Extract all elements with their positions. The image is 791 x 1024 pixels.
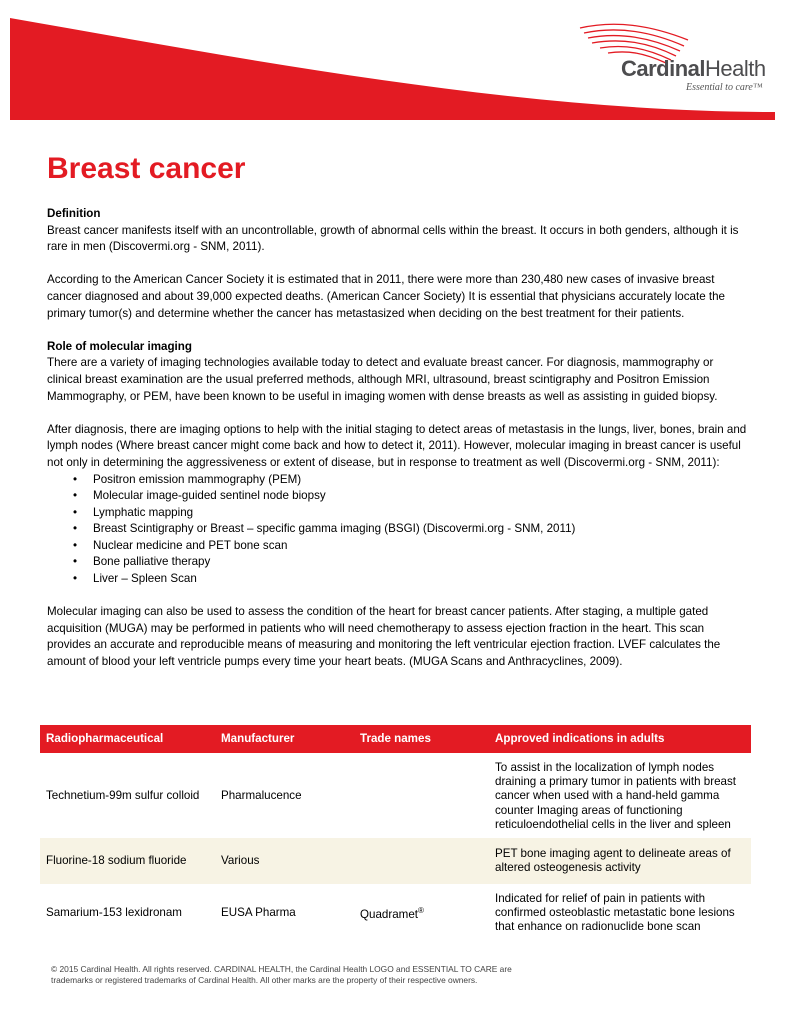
- trade-name: Quadramet: [360, 907, 418, 921]
- brand-name-bold: Cardinal: [621, 56, 706, 81]
- agent-cell: Technetium-99m sulfur colloid: [46, 789, 200, 803]
- manufacturer-cell: Various: [215, 838, 354, 884]
- indication-cell: Indicated for relief of pain in patients with confirmed osteoblastic metastatic bone lesions that enhance on radionuclide bone scan: [495, 891, 735, 934]
- table-row: [40, 753, 751, 838]
- list-item: • Bone palliative therapy: [93, 554, 747, 571]
- trade-name-cell: [354, 753, 489, 838]
- indication-cell: To assist in the localization of lymph nodes draining a primary tumor in patients with breast cancer when used with a hand-held gamma counter Imaging areas of functioning reticuloendothelial cells in the liver and spleen: [495, 760, 737, 831]
- brand-logo: [621, 56, 766, 82]
- role-paragraph-3: Molecular imaging can also be used to assess the condition of the heart for breast cancer patients. After staging, a multiple gated acquisition (MUGA) may be performed in patients who will need chemotherapy to assess ejection fraction in the heart. This scan provides an accurate and reproducible means of measuring and monitoring the left ventricular ejection fraction. LVEF calculates the amount of blood your left ventricle pumps every time your heart beats. (MUGA Scans and Anthracyclines, 2009).: [47, 605, 721, 669]
- role-heading: Role of molecular imaging: [47, 339, 192, 353]
- role-paragraph-1: There are a variety of imaging technologies available today to detect and evaluate breast cancer. For diagnosis, mammography or clinical breast examination are the usual preferred methods, although MRI, ultrasound, breast scintigraphy and Positron Emission Mammography, or PEM, have been known to be useful in imaging women with dense breasts as well as assisting in guided biopsy.: [47, 356, 718, 403]
- header-radiopharmaceutical: Radiopharmaceutical: [40, 725, 215, 753]
- agent-cell: Samarium-153 lexidronam: [46, 905, 182, 919]
- page-title: Breast cancer: [47, 152, 246, 185]
- definition-heading: Definition: [47, 207, 101, 220]
- header-indications: Approved indications in adults: [489, 725, 751, 753]
- trade-name-cell: [354, 838, 489, 884]
- indication-cell: PET bone imaging agent to delineate areas of altered osteogenesis activity: [489, 838, 751, 884]
- list-item: • Liver – Spleen Scan: [93, 571, 747, 588]
- trade-name-cell: [354, 884, 489, 942]
- trademark-symbol: ®: [418, 905, 424, 915]
- imaging-options-list: [47, 472, 747, 588]
- radiopharmaceutical-table: [40, 725, 751, 942]
- header-manufacturer: Manufacturer: [215, 725, 354, 753]
- table-row: [40, 884, 751, 942]
- manufacturer-cell: Pharmalucence: [221, 789, 302, 803]
- definition-paragraph-1: Breast cancer manifests itself with an uncontrollable, growth of abnormal cells within the breast. It occurs in both genders, although it is rare in men (Discovermi.org - SNM, 2011).: [47, 223, 739, 254]
- manufacturer-cell: EUSA Pharma: [221, 905, 296, 919]
- document-body: [47, 206, 747, 687]
- table-row: [40, 838, 751, 884]
- definition-paragraph-2: According to the American Cancer Society it is estimated that in 2011, there were more than 230,480 new cases of invasive breast cancer diagnosed and about 39,000 expected deaths. (American Cancer Society) It is essential that physicians accurately locate the primary tumor(s) and determine whether the cancer has metastasized when deciding on the best treatment for their patients.: [47, 273, 725, 320]
- list-item: • Nuclear medicine and PET bone scan: [93, 538, 747, 555]
- header-trade-names: Trade names: [354, 725, 489, 753]
- list-item: • Lymphatic mapping: [93, 505, 747, 522]
- list-item: • Positron emission mammography (PEM): [93, 472, 747, 489]
- copyright-footer: © 2015 Cardinal Health. All rights reserved. CARDINAL HEALTH, the Cardinal Health LOGO and ESSENTIAL TO CARE are trademarks or registered trademarks of Cardinal Health. All other marks are the property of their respective owners.: [51, 964, 512, 985]
- role-paragraph-2: After diagnosis, there are imaging options to help with the initial staging to detect areas of metastasis in the lungs, liver, bones, brain and lymph nodes (Where breast cancer might come back and how to detect it, 2011). However, molecular imaging in breast cancer is useful not only in determining the aggressiveness or extent of disease, but in response to treatment as well (Discovermi.org - SNM, 2011):: [47, 422, 747, 469]
- table-header-row: [40, 725, 751, 753]
- brand-name-light: Health: [705, 56, 766, 81]
- agent-cell: Fluorine-18 sodium fluoride: [40, 838, 215, 884]
- list-item: • Breast Scintigraphy or Breast – specific gamma imaging (BSGI) (Discovermi.org - SNM, 2011): [93, 521, 747, 538]
- list-item: • Molecular image-guided sentinel node biopsy: [93, 488, 747, 505]
- brand-tagline: Essential to care™: [686, 82, 763, 93]
